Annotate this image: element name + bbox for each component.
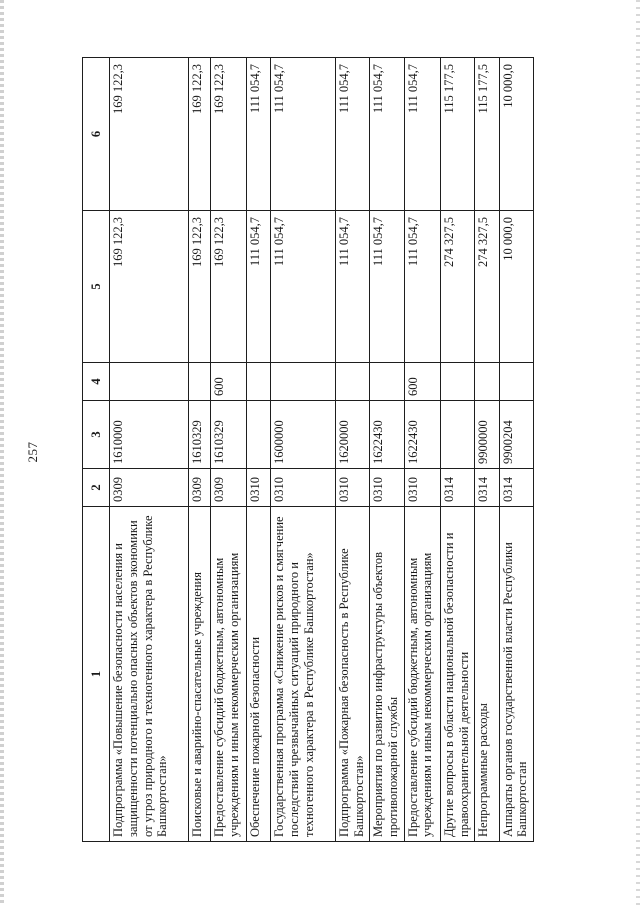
amount-col-6: 169 122,3 [210,58,246,211]
target-code: 9900000 [475,401,499,469]
expense-type: 600 [210,363,246,401]
row-name: Поисковые и аварийно-спасательные учреждения [188,507,210,842]
table-row [210,58,246,842]
table-row [110,58,189,842]
section-code: 0310 [370,469,404,507]
header-col-4: 4 [83,363,110,401]
amount-col-5: 111 054,7 [336,211,370,363]
expense-type [247,363,271,401]
amount-col-6: 111 054,7 [370,58,404,211]
header-col-3: 3 [83,401,110,469]
expense-type [370,363,404,401]
expense-type [110,363,189,401]
target-code: 1610000 [110,401,189,469]
section-code: 0310 [336,469,370,507]
expense-type [188,363,210,401]
header-col-6: 6 [83,58,110,211]
expense-type [441,363,475,401]
row-name: Предоставление субсидий бюджетным, автономным учреждениям и иным некоммерческим организациям [210,507,246,842]
amount-col-6: 111 054,7 [404,58,440,211]
section-code: 0314 [475,469,499,507]
table-row [336,58,370,842]
table-row [370,58,404,842]
target-code: 1622430 [370,401,404,469]
amount-col-6: 111 054,7 [247,58,271,211]
header-col-1: 1 [83,507,110,842]
row-name: Непрограммные расходы [475,507,499,842]
row-name: Обеспечение пожарной безопасности [247,507,271,842]
page-number: 257 [25,441,40,463]
amount-col-5: 274 327,5 [475,211,499,363]
table-row [441,58,475,842]
target-code: 1622430 [404,401,440,469]
row-name: Аппараты органов государственной власти Республики Башкортостан [499,507,533,842]
expense-type [499,363,533,401]
header-col-5: 5 [83,211,110,363]
row-name: Другие вопросы в области национальной безопасности и правоохранительной деятельности [441,507,475,842]
table-row [247,58,271,842]
table-row [188,58,210,842]
expense-type [271,363,336,401]
amount-col-6: 169 122,3 [110,58,189,211]
header-row [83,58,110,842]
amount-col-6: 115 177,5 [441,58,475,211]
rotated-table-wrapper [82,58,534,842]
section-code: 0309 [210,469,246,507]
section-code: 0314 [441,469,475,507]
amount-col-5: 169 122,3 [110,211,189,363]
amount-col-6: 115 177,5 [475,58,499,211]
section-code: 0314 [499,469,533,507]
target-code: 1620000 [336,401,370,469]
section-code: 0310 [247,469,271,507]
table-row [475,58,499,842]
amount-col-6: 111 054,7 [271,58,336,211]
target-code [247,401,271,469]
amount-col-6: 169 122,3 [188,58,210,211]
section-code: 0309 [188,469,210,507]
row-name: Подпрограмма «Повышение безопасности населения и защищенности потенциально опасных объектов экономики от угроз природного и техногенного характера в Республике Башкортостан» [110,507,189,842]
target-code: 1600000 [271,401,336,469]
header-col-2: 2 [83,469,110,507]
scan-edge-left [0,0,4,905]
scan-edge-right [636,0,640,905]
amount-col-5: 111 054,7 [404,211,440,363]
target-code: 1610329 [210,401,246,469]
amount-col-5: 111 054,7 [271,211,336,363]
table-row [271,58,336,842]
amount-col-5: 111 054,7 [370,211,404,363]
budget-table [82,57,534,842]
target-code: 9900204 [499,401,533,469]
table-row [404,58,440,842]
row-name: Государственная программа «Снижение рисков и смягчение последствий чрезвычайных ситуаций природного и техногенного характера в Республике Башкортостан» [271,507,336,842]
amount-col-5: 169 122,3 [188,211,210,363]
amount-col-5: 169 122,3 [210,211,246,363]
expense-type [336,363,370,401]
target-code [441,401,475,469]
row-name: Предоставление субсидий бюджетным, автономным учреждениям и иным некоммерческим организациям [404,507,440,842]
amount-col-6: 111 054,7 [336,58,370,211]
amount-col-6: 10 000,0 [499,58,533,211]
amount-col-5: 111 054,7 [247,211,271,363]
table-row [499,58,533,842]
row-name: Мероприятия по развитию инфраструктуры объектов противопожарной службы [370,507,404,842]
section-code: 0310 [271,469,336,507]
section-code: 0310 [404,469,440,507]
section-code: 0309 [110,469,189,507]
row-name: Подпрограмма «Пожарная безопасность в Республике Башкортостан» [336,507,370,842]
amount-col-5: 274 327,5 [441,211,475,363]
amount-col-5: 10 000,0 [499,211,533,363]
target-code: 1610329 [188,401,210,469]
expense-type: 600 [404,363,440,401]
expense-type [475,363,499,401]
